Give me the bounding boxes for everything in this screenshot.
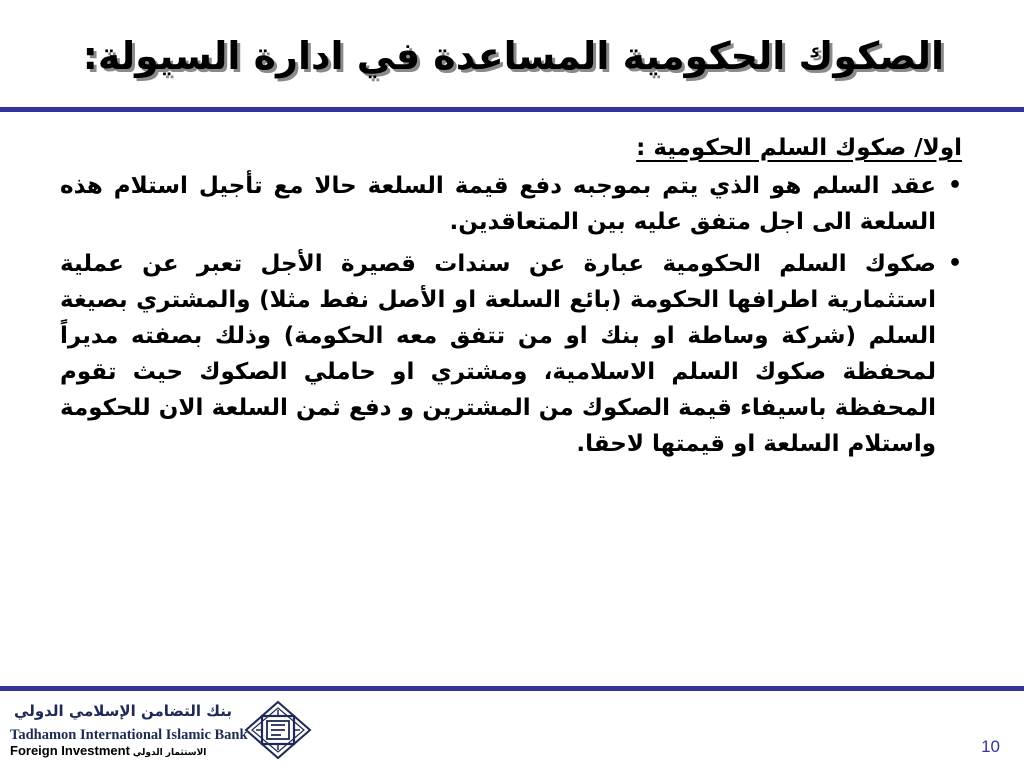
bullet-dot-icon: • (947, 173, 962, 198)
logo-english-name: Tadhamon International Islamic Bank (10, 727, 248, 743)
bank-emblem-icon (240, 700, 312, 760)
slide-title: الصكوك الحكومية المساعدة في ادارة السيولة: (82, 34, 944, 78)
logo-investment-english: Foreign Investment (10, 743, 130, 758)
page-number: 10 (981, 737, 1000, 756)
bullet-text: صكوك السلم الحكومية عبارة عن سندات قصيرة الأجل تعبر عن عملية استثمارية اطرافها الحكومة (بائع السلعة او الأصل نفط مثلا) والمشتري بصيغة السلم (شركة وساطة او بنك او من تتفق معه الحكومة) وذلك بصفته مديراً لمحفظة صكوك السلم الاسلامية، ومشتري او حاملي الصكوك حيث تقوم المحفظة باسيفاء قيمة الصكوك من المشترين و دفع ثمن السلعة الان للحكومة واستلام السلعة او قيمتها لاحقا. (60, 251, 936, 457)
bullet-item (60, 246, 962, 462)
section-heading: اولا/ صكوك السلم الحكومية : (636, 135, 962, 161)
bullet-list (60, 168, 962, 462)
footer-divider (0, 686, 1024, 691)
bullet-item (60, 168, 962, 240)
logo-investment-arabic: الاستثمار الدولي (132, 748, 207, 758)
slide-content (60, 130, 962, 468)
bullet-dot-icon: • (947, 251, 962, 276)
logo-investment-line (10, 743, 238, 758)
logo-arabic-name: بنك التضامن الإسلامي الدولي (14, 702, 232, 720)
bullet-text: عقد السلم هو الذي يتم بموجبه دفع قيمة السلعة حالا مع تأجيل استلام هذه السلعة الى اجل متفق عليه بين المتعاقدين. (60, 173, 936, 235)
bank-logo (10, 700, 315, 760)
title-divider (0, 107, 1024, 112)
